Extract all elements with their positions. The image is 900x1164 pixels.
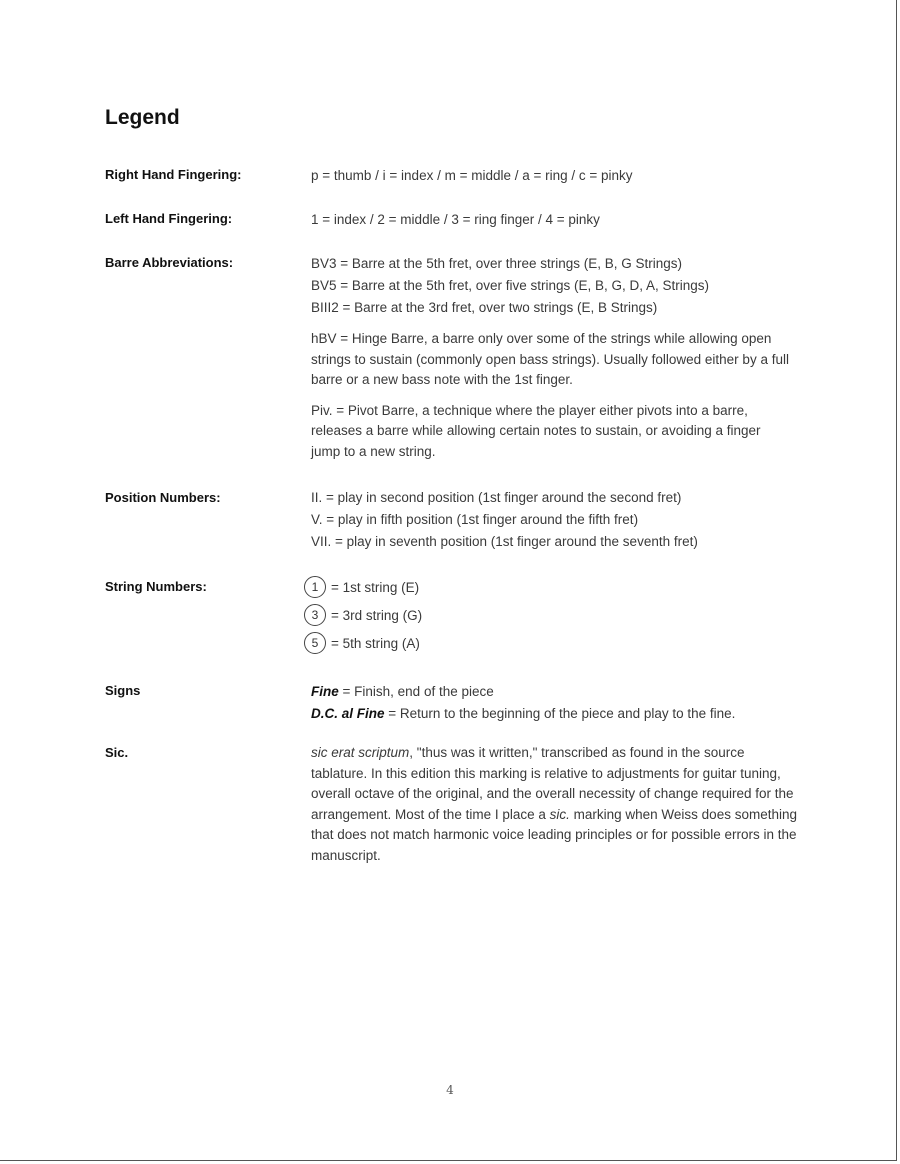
dc-al-fine-description: = Return to the beginning of the piece and play to the fine.	[384, 706, 736, 721]
sic-term: sic erat scriptum	[311, 745, 410, 760]
string-description: = 3rd string (G)	[331, 607, 423, 623]
string-numbers-label: String Numbers:	[105, 579, 207, 594]
position-line: VII. = play in seventh position (1st finger around the seventh fret)	[311, 534, 698, 549]
pivot-barre-text: Piv. = Pivot Barre, a technique where the player either pivots into a barre, releases a barre while allowing certain notes to sustain, or avoiding a finger jump to a new string.	[311, 402, 761, 459]
dc-al-fine-term: D.C. al Fine	[311, 706, 385, 721]
position-label: Position Numbers:	[105, 490, 221, 505]
string-number-circle: 1	[304, 576, 326, 598]
left-hand-text: 1 = index / 2 = middle / 3 = ring finger / 4 = pinky	[311, 212, 600, 227]
string-description: = 1st string (E)	[331, 579, 420, 595]
sign-dc-al-fine	[311, 703, 735, 725]
sic-label: Sic.	[105, 745, 129, 760]
left-hand-label: Left Hand Fingering:	[105, 211, 233, 226]
sign-fine	[311, 681, 735, 703]
sic-content	[311, 743, 799, 866]
position-line: V. = play in fifth position (1st finger around the fifth fret)	[311, 512, 639, 527]
string-number-circle: 3	[304, 604, 326, 626]
position-content	[311, 487, 698, 553]
string-item	[304, 629, 422, 657]
barre-line: BV5 = Barre at the 5th fret, over five strings (E, B, G, D, A, Strings)	[311, 278, 710, 293]
sic-text-b: marking when Weiss does something that does not match harmonic voice leading principles or for possible errors in the manuscript.	[311, 806, 797, 863]
string-description: = 5th string (A)	[331, 635, 420, 651]
barre-line: BIII2 = Barre at the 3rd fret, over two strings (E, B Strings)	[311, 300, 658, 315]
string-item	[304, 573, 422, 601]
signs-content	[311, 681, 735, 725]
sic-term-short: sic.	[549, 806, 570, 822]
position-line: II. = play in second position (1st finger around the second fret)	[311, 490, 682, 505]
right-hand-content	[311, 165, 633, 187]
string-numbers-content	[304, 573, 422, 657]
page-title: Legend	[105, 106, 180, 129]
sic-paragraph	[311, 743, 799, 866]
fine-term: Fine	[311, 684, 339, 699]
sic-text-a: , "thus was it written," transcribed as found in the source tablature. In this edition this marking is relative to adjustments for guitar tuning, overall octave of the original, and the overall necessity of change required for the arrangement. Most of the time I place a	[311, 745, 794, 822]
left-hand-content	[311, 209, 600, 231]
barre-line: BV3 = Barre at the 5th fret, over three strings (E, B, G Strings)	[311, 256, 683, 271]
string-number-circle: 5	[304, 632, 326, 654]
right-hand-label: Right Hand Fingering:	[105, 167, 242, 182]
barre-label: Barre Abbreviations:	[105, 255, 234, 270]
fine-description: = Finish, end of the piece	[338, 684, 494, 699]
barre-content	[311, 253, 791, 462]
signs-label: Signs	[105, 683, 141, 698]
hinge-barre-text: hBV = Hinge Barre, a barre only over some of the strings while allowing open strings to sustain (commonly open bass strings). Usually followed either by a full barre or a new bass note with the 1st finger.	[311, 331, 789, 387]
page-number: 4	[446, 1083, 454, 1097]
string-item	[304, 601, 422, 629]
right-hand-text: p = thumb / i = index / m = middle / a = ring / c = pinky	[311, 168, 633, 183]
